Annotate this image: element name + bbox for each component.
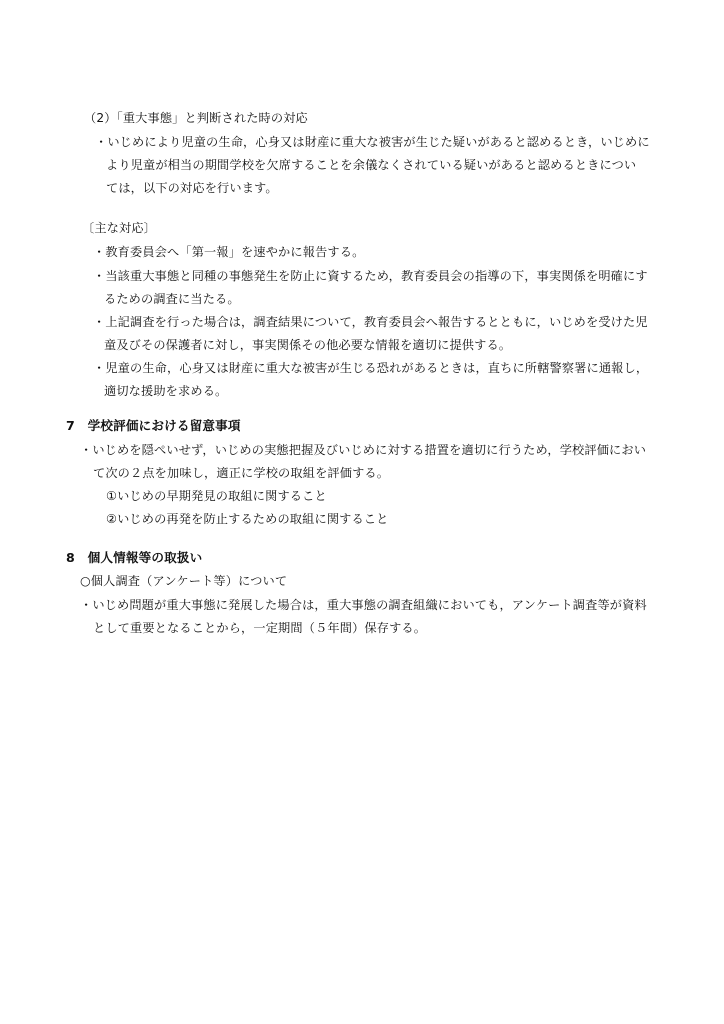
paragraph-line: ・いじめにより児童の生命，心身又は財産に重大な被害が生じた疑いがあると認めるとき，いじめに [95,135,650,149]
paragraph-line: ては，以下の対応を行います。 [106,181,278,195]
section7-line: て次の２点を加味し，適正に学校の取組を評価する。 [93,466,390,480]
section7-line: ・いじめを隠ぺいせず，いじめの実態把握及びいじめに対する措置を適切に行うため，学校評価におい [80,443,647,457]
section-title-serious-case: （2）「重大事態」と判断された時の対応 [84,111,308,125]
paragraph-line: より児童が相当の期間学校を欠席することを余儀なくされている疑いがあると認めるときについ [106,158,637,172]
section8-line: ・いじめ問題が重大事態に発展した場合は，重大事態の調査組織においても，アンケート調査等が資料 [80,598,647,612]
action-item: ・当該重大事態と同種の事態発生を防止に資するため，教育委員会の指導の下，事実関係を明確にす [93,269,648,283]
section7-item: ②いじめの再発を防止するための取組に関すること [106,512,389,526]
action-item: ・上記調査を行った場合は，調査結果について，教育委員会へ報告するとともに，いじめを受けた児 [93,315,648,329]
action-item: ・児童の生命，心身又は財産に重大な被害が生じる恐れがあるときは，直ちに所轄警察署に通報し， [93,361,649,375]
section8-subheading: ○個人調査（アンケート等）について [80,574,288,588]
action-item: ・教育委員会へ「第一報」を速やかに報告する。 [93,245,365,259]
section8-line: として重要となることから，一定期間（５年間）保存する。 [93,621,427,635]
action-item-continuation: るための調査に当たる。 [104,292,240,306]
action-item-continuation: 適切な援助を求める。 [104,384,228,398]
section7-item: ①いじめの早期発見の取組に関すること [106,489,327,503]
section8-heading: 8 個人情報等の取扱い [66,550,203,565]
action-item-continuation: 童及びその保護者に対し，事実関係その他必要な情報を適切に提供する。 [104,338,512,352]
main-actions-label: 〔主な対応〕 [82,221,157,235]
section7-heading: 7 学校評価における留意事項 [66,418,241,433]
